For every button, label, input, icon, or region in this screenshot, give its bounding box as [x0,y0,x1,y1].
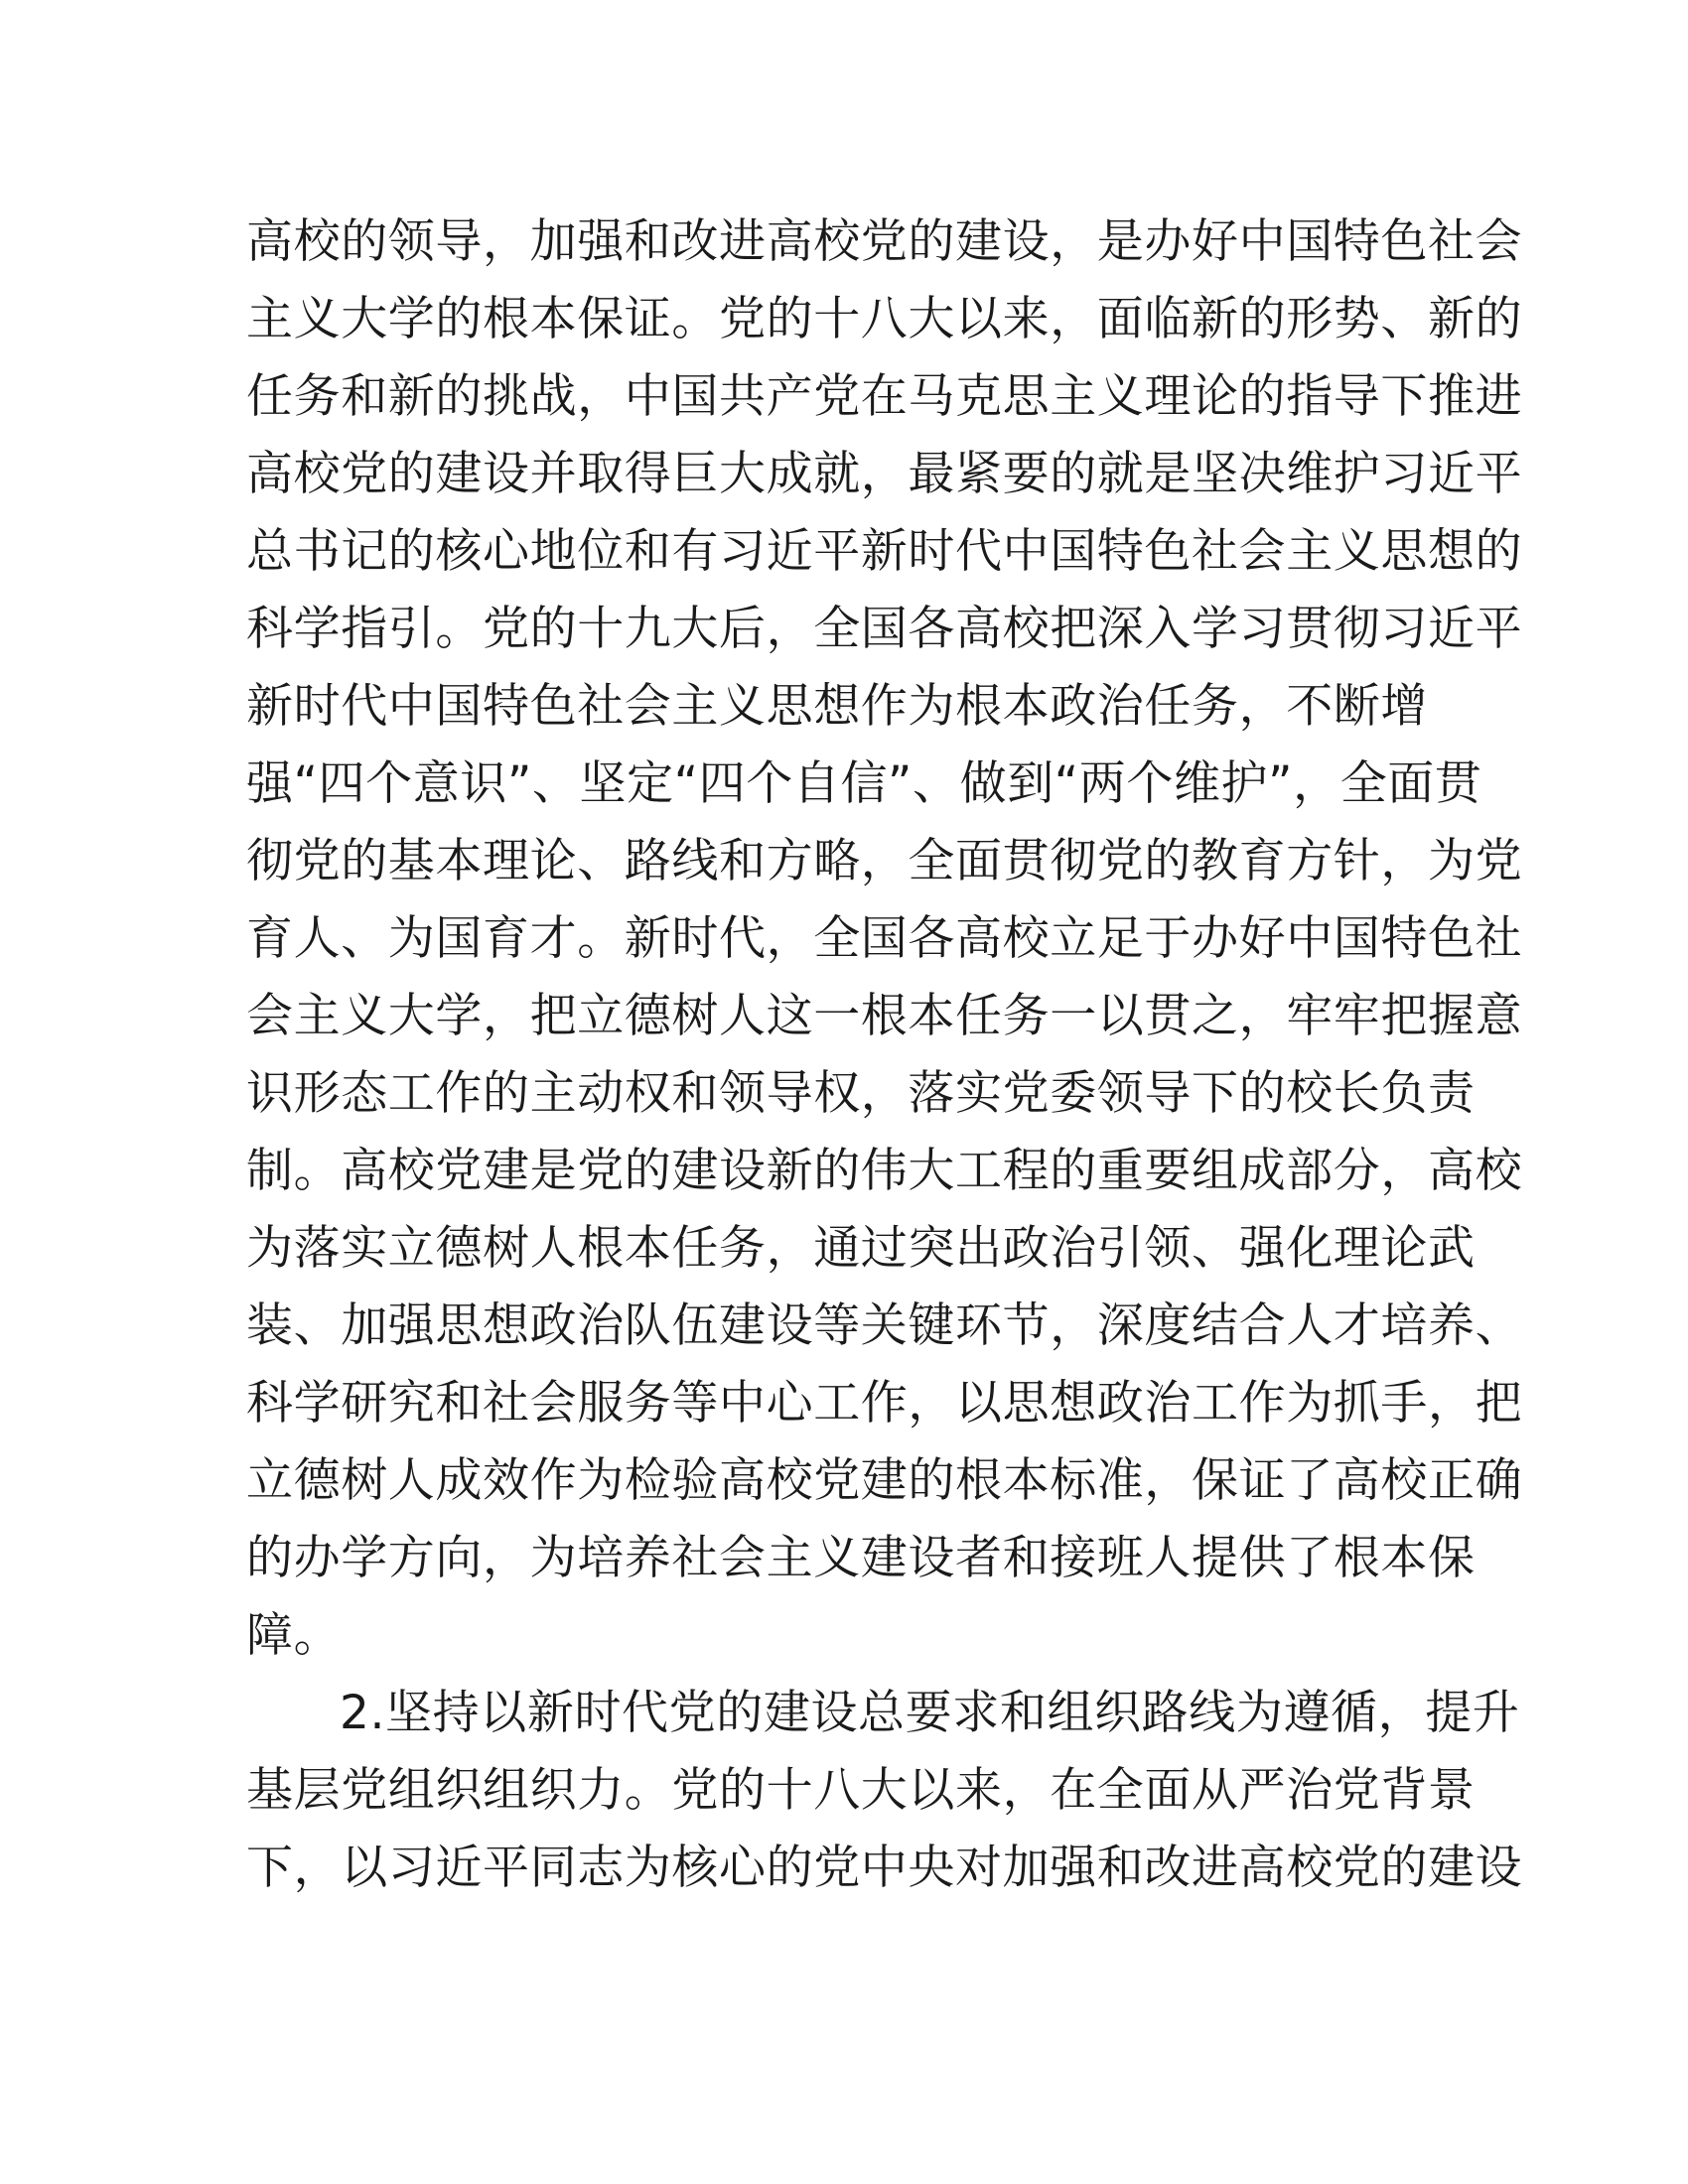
text-line: 识形态工作的主动权和领导权，落实党委领导下的校长负责 [246,1066,1476,1121]
text-line: 装、加强思想政治队伍建设等关键环节，深度结合人才培养、 [246,1298,1523,1353]
text-line: 强“四个意识”、坚定“四个自信”、做到“两个维护”，全面贯 [246,756,1482,811]
text-line: 障。 [246,1608,342,1663]
text-line: 高校的领导，加强和改进高校党的建设，是办好中国特色社会 [246,214,1523,269]
body-text [246,204,1523,1907]
text-line: 新时代中国特色社会主义思想作为根本政治任务，不断增 [246,679,1428,734]
text-line: 2.坚持以新时代党的建设总要求和组织路线为遵循，提升 [340,1686,1520,1740]
text-line: 主义大学的根本保证。党的十八大以来，面临新的形势、新的 [246,292,1523,346]
text-line: 高校党的建设并取得巨大成就，最紧要的就是坚决维护习近平 [246,447,1523,501]
text-line: 下，以习近平同志为核心的党中央对加强和改进高校党的建设 [246,1841,1523,1895]
text-line: 彻党的基本理论、路线和方略，全面贯彻党的教育方针，为党 [246,834,1523,888]
text-line: 任务和新的挑战，中国共产党在马克思主义理论的指导下推进 [246,369,1523,424]
text-line: 的办学方向，为培养社会主义建设者和接班人提供了根本保 [246,1531,1476,1585]
text-line: 立德树人成效作为检验高校党建的根本标准，保证了高校正确 [246,1453,1523,1508]
text-line: 为落实立德树人根本任务，通过突出政治引领、强化理论武 [246,1221,1476,1276]
text-line: 科学指引。党的十九大后，全国各高校把深入学习贯彻习近平 [246,602,1523,656]
text-line: 育人、为国育才。新时代，全国各高校立足于办好中国特色社 [246,911,1523,966]
paragraph-1 [246,204,1523,1675]
text-line: 基层党组织组织力。党的十八大以来，在全面从严治党背景 [246,1763,1476,1818]
text-line: 会主义大学，把立德树人这一根本任务一以贯之，牢牢把握意 [246,989,1523,1043]
text-line: 科学研究和社会服务等中心工作，以思想政治工作为抓手，把 [246,1376,1523,1431]
text-line: 总书记的核心地位和有习近平新时代中国特色社会主义思想的 [246,524,1523,579]
paragraph-2 [246,1675,1523,1907]
text-line: 制。高校党建是党的建设新的伟大工程的重要组成部分，高校 [246,1144,1523,1198]
